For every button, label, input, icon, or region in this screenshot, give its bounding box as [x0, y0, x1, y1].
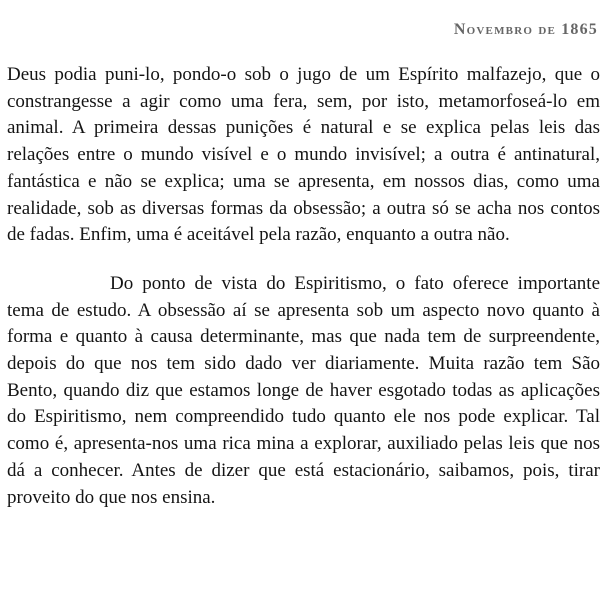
paragraph-2: Do ponto de vista do Espiritismo, o fato oferece importante tema de estudo. A obsessão aí se apresenta sob um aspecto novo quanto à forma e quanto à causa determinante, mas que nada tem de surpreendente, depois do que nos tem sido dado ver diariamente. Muita razão tem São Bento, quando diz que estamos longe de haver esgotado todas as aplicações do Espiritismo, nem compreendido tudo quanto ele nos pode explicar. Tal como é, apresenta-nos uma rica mina a explorar, auxiliado pelas leis que nos dá a conhecer. Antes de dizer que está estacionário, saibamos, pois, tirar proveito do que nos ensina. [7, 272, 600, 508]
body-text [7, 62, 600, 511]
paragraph-1: Deus podia puni-lo, pondo-o sob o jugo de um Espírito malfazejo, que o constrangesse a agir como uma fera, sem, por isto, metamorfoseá-lo em animal. A primeira dessas punições é natural e se explica pelas leis das relações entre o mundo visível e o mundo invisível; a outra é antinatural, fantástica e não se explica; uma se apresenta, em nossos dias, como uma realidade, sob as diversas formas da obsessão; a outra só se acha nos contos de fadas. Enfim, uma é aceitável pela razão, enquanto a outra não. [7, 64, 600, 246]
running-header: Novembro de 1865 [453, 21, 598, 38]
